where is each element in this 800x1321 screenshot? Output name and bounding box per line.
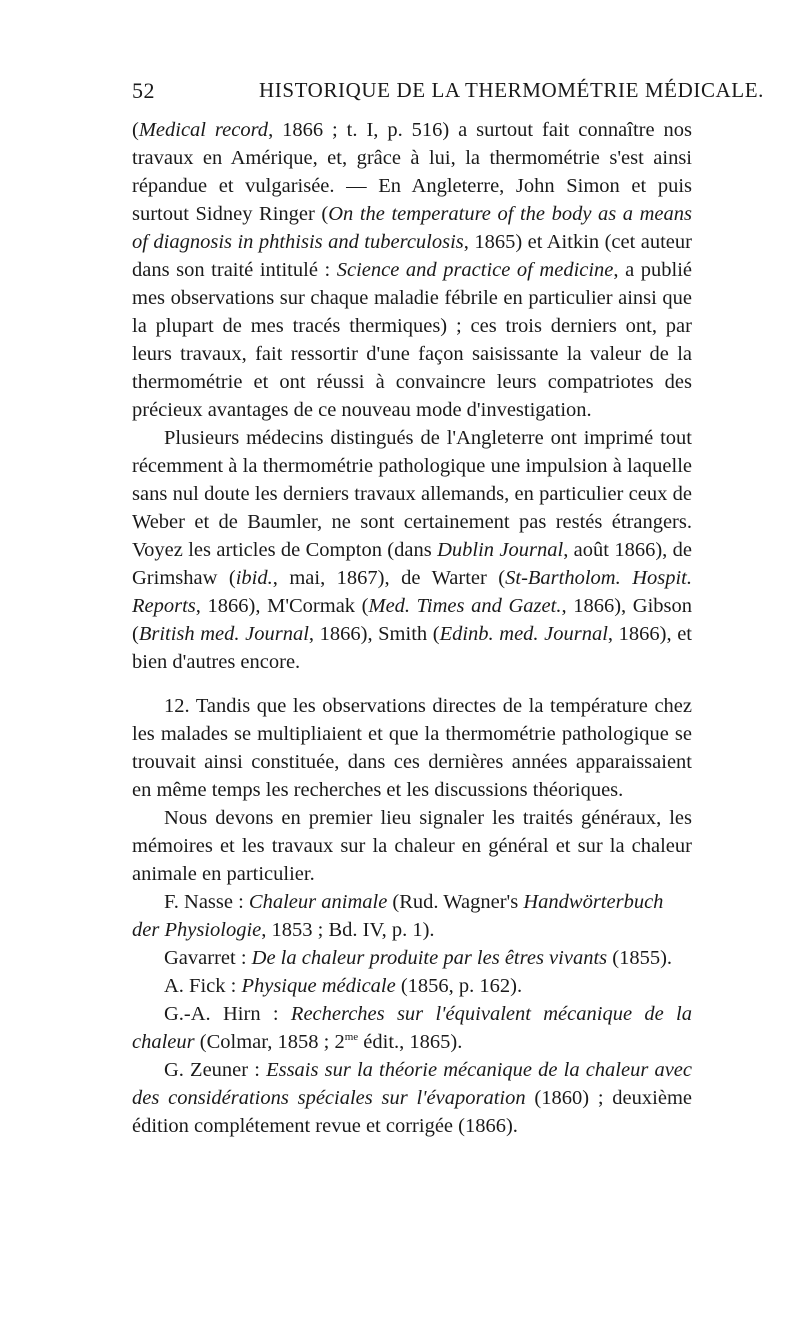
- text-run: , a publié mes observations sur chaque maladie fébrile en particulier ainsi que la plupart de mes tracés thermiques) ; ces trois derniers ont, par leurs travaux, fait ressortir d'une façon saisissante la valeur de la thermométrie et ont réussi à convaincre leurs compatriotes des précieux avantages de ce nouveau mode d'investigation.: [132, 259, 692, 421]
- italic-title: St-Bartholom. Hospit. Reports: [132, 567, 692, 617]
- reference-zeuner: [132, 1056, 692, 1140]
- text-run: Gavarret :: [164, 947, 252, 969]
- text-run: , août 1866), de Grimshaw (: [132, 539, 693, 589]
- paragraph-english-physicians: [132, 424, 692, 676]
- superscript: me: [344, 1031, 359, 1044]
- reference-nasse: [132, 888, 692, 944]
- text-run: , 1865) et Aitkin (cet auteur dans son traité intitulé :: [132, 231, 692, 281]
- italic-title: Essais sur la théorie mécanique de la chaleur avec des considérations spéciales sur l'évaporation: [132, 1059, 693, 1109]
- reference-gavarret: [132, 944, 692, 972]
- text-run: (Colmar, 1858 ; 2: [194, 1031, 345, 1053]
- text-run: (1860) ; deuxième édition complétement revue et corrigée (1866).: [132, 1087, 692, 1137]
- italic-title: British med. Journal: [138, 623, 309, 645]
- text-run: Plusieurs médecins distingués de l'Angleterre ont imprimé tout récemment à la thermométrie pathologique une impulsion à laquelle sans nul doute les derniers travaux allemands, en particulier ceux de Weber et de Baumler, ne sont certainement pas restés étrangers. Voyez les articles de Compton (dans: [132, 427, 692, 561]
- text-run: (1855).: [607, 947, 673, 969]
- text-run: , 1866 ; t. I, p. 516) a surtout fait connaître nos travaux en Amérique, et, grâce à lui, la thermométrie s'est ainsi répandue et vulgarisée. — En Angleterre, John Simon et puis surtout Sidney Ringer (: [132, 119, 692, 225]
- text-run: F. Nasse :: [164, 891, 249, 913]
- paragraph-continuation: [132, 116, 692, 424]
- italic-title: Science and practice of medicine: [336, 259, 614, 281]
- page-number: 52: [132, 78, 155, 103]
- italic-title: Dublin Journal: [437, 539, 564, 561]
- reference-fick: [132, 972, 692, 1000]
- text-run: , mai, 1867), de Warter (: [272, 567, 506, 589]
- italic-title: Edinb. med. Journal: [439, 623, 608, 645]
- text-run: (Rud. Wagner's: [387, 891, 524, 913]
- paragraph-general-treatises: [132, 804, 692, 888]
- italic-title: Recherches sur l'équivalent mécanique de la chaleur: [132, 1003, 692, 1053]
- italic-title: Med. Times and Gazet.: [368, 595, 562, 617]
- page-header: [132, 78, 765, 108]
- text-run: , 1866), M'Cormak (: [195, 595, 369, 617]
- italic-title: Physique médicale: [241, 975, 396, 997]
- italic-title: ibid.: [235, 567, 273, 589]
- page-body: [132, 116, 692, 1140]
- running-title: HISTORIQUE DE LA THERMOMÉTRIE MÉDICALE.: [259, 78, 765, 102]
- paragraph-section-12: [132, 692, 692, 804]
- italic-title: Chaleur animale: [248, 891, 388, 913]
- text-run: (1856, p. 162).: [395, 975, 523, 997]
- reference-hirn: [132, 1000, 692, 1056]
- text-run: A. Fick :: [164, 975, 242, 997]
- text-run: édit., 1865).: [358, 1031, 463, 1053]
- text-run: , 1866), Gibson (: [132, 595, 692, 645]
- italic-title: Handwörterbuch der Physiologie: [132, 891, 664, 941]
- text-run: , 1866), Smith (: [308, 623, 440, 645]
- text-run: (: [132, 119, 139, 141]
- italic-title: Medical record: [138, 119, 269, 141]
- italic-title: On the temperature of the body as a means of diagnosis in phthisis and tuberculosis: [132, 203, 692, 253]
- text-run: Nous devons en premier lieu signaler les traités généraux, les mémoires et les travaux sur la chaleur en général et sur la chaleur animale en particulier.: [132, 807, 692, 885]
- text-run: , 1866), et bien d'autres encore.: [132, 623, 692, 673]
- text-run: 12. Tandis que les observations directes de la température chez les malades se multipliaient et que la thermométrie pathologique se trouvait ainsi constituée, dans ces dernières années apparaissaient en même temps les recherches et les discussions théoriques.: [132, 695, 692, 801]
- text-run: , 1853 ; Bd. IV, p. 1).: [261, 919, 435, 941]
- italic-title: De la chaleur produite par les êtres vivants: [251, 947, 608, 969]
- text-run: G.-A. Hirn :: [164, 1003, 291, 1025]
- text-run: G. Zeuner :: [164, 1059, 267, 1081]
